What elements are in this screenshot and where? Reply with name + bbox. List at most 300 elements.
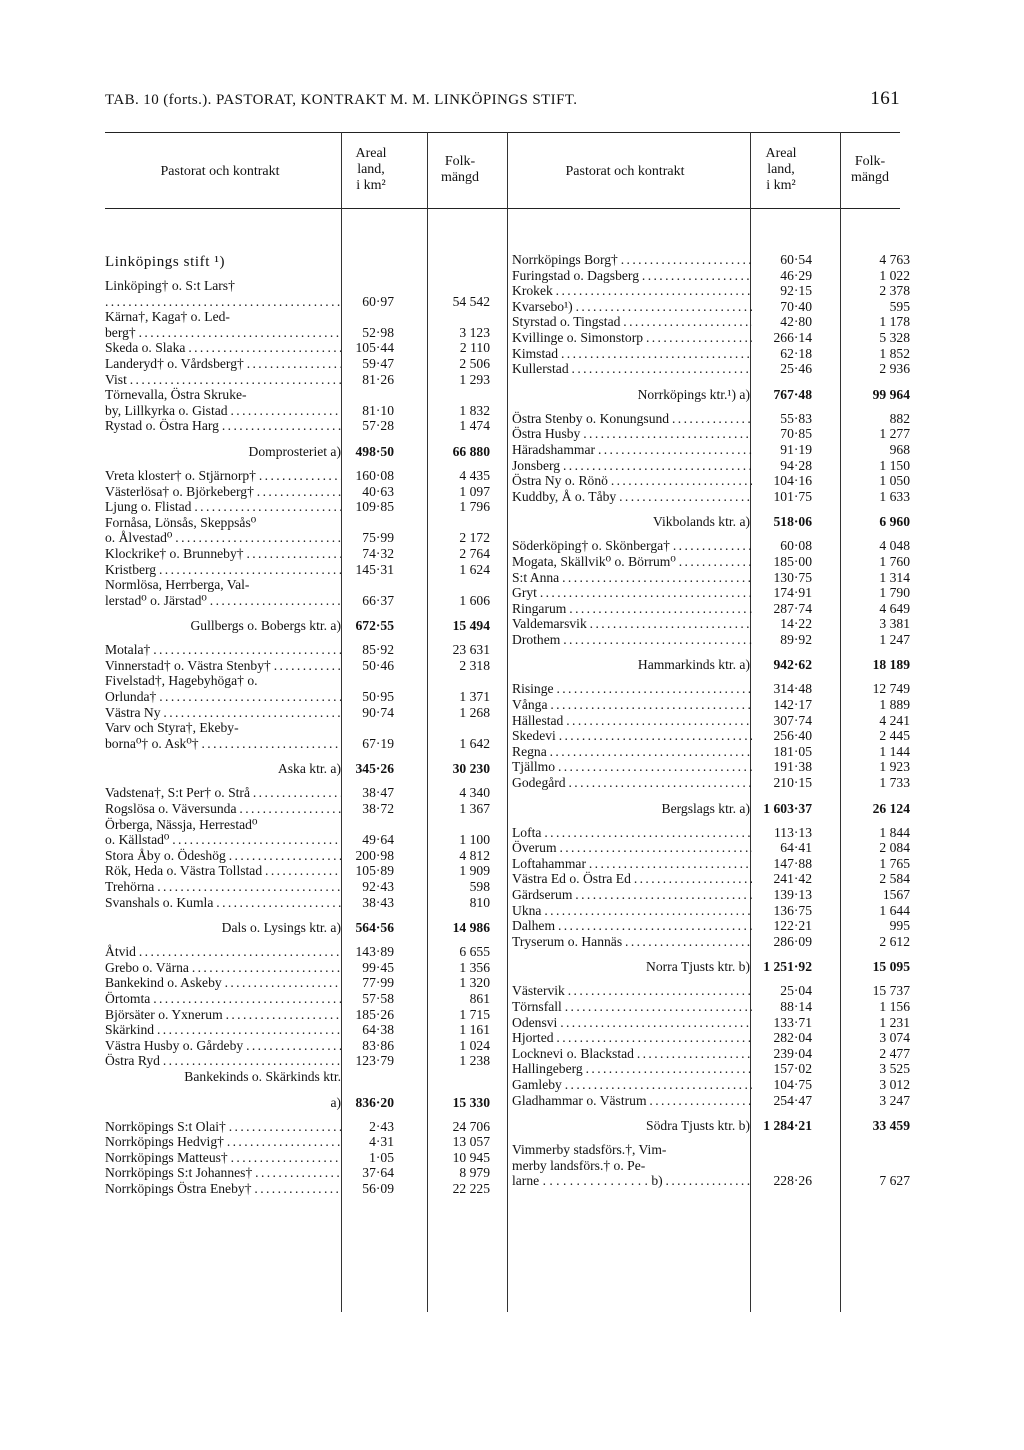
parish-name xyxy=(105,879,341,895)
area-value: 942·62 xyxy=(773,657,812,673)
parish-name xyxy=(512,759,752,775)
population-value: 2 584 xyxy=(879,871,910,887)
parish-name-text: Grebo o. Värna . . . xyxy=(105,960,341,975)
parish-name-text: Vist . . . xyxy=(105,372,341,387)
table-row xyxy=(512,426,910,442)
parish-name-text: Mogata, Skällvik⁰ o. Börrum⁰ . . . xyxy=(512,554,752,569)
table-row xyxy=(105,785,495,801)
parish-name xyxy=(105,372,341,388)
table-row xyxy=(512,871,910,887)
area-value: 136·75 xyxy=(773,902,812,918)
area-value: 160·08 xyxy=(355,467,394,483)
area-value: 25·46 xyxy=(780,361,812,377)
parish-name xyxy=(105,1150,341,1166)
population-value: 4 241 xyxy=(879,712,910,728)
parish-name-text: Norrköpings Östra Eneby† . . . xyxy=(105,1181,341,1196)
parish-name xyxy=(105,1165,341,1181)
table-row xyxy=(512,681,910,697)
area-value: 38·47 xyxy=(362,785,394,801)
subtotal-row xyxy=(105,759,495,779)
population-value: 54 542 xyxy=(452,293,490,309)
parish-name-text: Furingstad o. Dagsberg . . . xyxy=(512,268,752,283)
parish-name xyxy=(105,785,341,801)
parish-name xyxy=(105,403,341,419)
parish-name-text: Skedevi . . . xyxy=(512,728,752,743)
area-value: 91·19 xyxy=(780,441,812,457)
parish-name xyxy=(105,848,341,864)
table-row xyxy=(512,713,910,729)
parish-name-text: Hallingeberg . . . xyxy=(512,1061,752,1076)
table-row xyxy=(105,689,495,705)
section-title: Linköpings stift ¹) xyxy=(105,254,226,270)
parish-name-text: Västra Ny . . . xyxy=(105,705,341,720)
parish-name-text: Skärkind . . . xyxy=(105,1022,341,1037)
subtotal-label: Norrköpings ktr.¹) a) xyxy=(637,386,750,402)
table-row xyxy=(512,442,910,458)
parish-name xyxy=(105,642,341,658)
population-value: 33 459 xyxy=(872,1118,910,1134)
parish-name-text: Rystad o. Östra Harg . . . xyxy=(105,418,341,433)
parish-name-text: Gärdserum . . . xyxy=(512,887,752,902)
parish-name xyxy=(512,999,752,1015)
area-value: 210·15 xyxy=(773,775,812,791)
population-value: 882 xyxy=(889,410,910,426)
table-row xyxy=(512,999,910,1015)
parish-name-text: Dalhem . . . xyxy=(512,918,752,933)
area-value: 2·43 xyxy=(369,1118,394,1134)
subtotal-label: Norra Tjusts ktr. b) xyxy=(646,959,750,975)
population-value: 1 178 xyxy=(879,314,910,330)
population-value: 4 649 xyxy=(879,600,910,616)
table-row xyxy=(105,1038,495,1054)
column-header-area-right: Areal land, i km² xyxy=(765,146,797,193)
parish-name-text: Valdemarsvik . . . xyxy=(512,616,752,631)
subtotal-row xyxy=(105,616,495,636)
area-value: 40·63 xyxy=(362,483,394,499)
column-header-name-right: Pastorat och kontrakt xyxy=(565,164,685,179)
parish-name xyxy=(105,530,341,546)
table-row xyxy=(512,983,910,999)
table-row xyxy=(512,1158,910,1174)
parish-name xyxy=(105,309,341,325)
area-value: 49·64 xyxy=(362,832,394,848)
population-value: 23 631 xyxy=(452,642,490,658)
population-value: 22 225 xyxy=(452,1180,490,1196)
population-value: 2 764 xyxy=(459,545,490,561)
parish-name xyxy=(105,817,341,833)
parish-name-text: Gladhammar o. Västrum . . . xyxy=(512,1093,752,1108)
table-row xyxy=(512,632,910,648)
table-row xyxy=(512,1142,910,1158)
table-row xyxy=(105,309,495,325)
parish-name-text: merby landsförs.† o. Pe- xyxy=(512,1157,646,1173)
parish-name-text: Vinnerstad† o. Västra Stenby† . . . xyxy=(105,658,341,673)
parish-name-text: Vadstena†, S:t Per† o. Strå . . . xyxy=(105,785,341,800)
population-value: 66 880 xyxy=(452,443,490,459)
parish-name-text: Rogslösa o. Väversunda . . . xyxy=(105,801,341,816)
table-row xyxy=(105,577,495,593)
table-row xyxy=(105,1053,495,1069)
subtotal-row xyxy=(512,385,910,405)
area-value: 64·41 xyxy=(780,840,812,856)
area-value: 133·71 xyxy=(773,1014,812,1030)
population-value: 1 022 xyxy=(879,267,910,283)
table-row xyxy=(105,294,495,310)
area-value: 1 251·92 xyxy=(763,959,812,975)
population-value: 8 979 xyxy=(459,1165,490,1181)
area-value: 81·10 xyxy=(362,402,394,418)
population-value: 4 435 xyxy=(459,467,490,483)
parish-name xyxy=(512,744,752,760)
population-value: 1 844 xyxy=(879,824,910,840)
population-value: 1 715 xyxy=(459,1006,490,1022)
subtotal-label: Vikbolands ktr. a) xyxy=(653,514,750,530)
subtotal-label: Gullbergs o. Bobergs ktr. a) xyxy=(190,618,341,634)
population-value: 15 494 xyxy=(452,618,490,634)
area-value: 122·21 xyxy=(773,918,812,934)
parish-name xyxy=(105,1119,341,1135)
table-row xyxy=(105,468,495,484)
parish-name-text: Hjorted . . . xyxy=(512,1030,752,1045)
parish-name xyxy=(105,1053,341,1069)
subtotal-row xyxy=(512,655,910,675)
parish-name-text: Styrstad o. Tingstad . . . xyxy=(512,314,752,329)
parish-name-text: Åtvid . . . xyxy=(105,944,341,959)
population-value: 15 330 xyxy=(452,1094,490,1110)
population-value: 14 986 xyxy=(452,920,490,936)
population-value: 1 161 xyxy=(459,1022,490,1038)
table-row xyxy=(512,330,910,346)
parish-name-text: Östra Ny o. Rönö . . . xyxy=(512,473,752,488)
parish-name xyxy=(512,570,752,586)
area-value: 50·46 xyxy=(362,657,394,673)
population-value: 598 xyxy=(469,879,490,894)
parish-name xyxy=(105,1038,341,1054)
parish-name-text: Vreta kloster† o. Stjärnorp† . . . xyxy=(105,468,341,483)
area-value: 92·15 xyxy=(780,283,812,299)
table-row xyxy=(105,863,495,879)
population-value: 1 796 xyxy=(459,499,490,515)
area-value: 113·13 xyxy=(773,824,812,840)
parish-name xyxy=(105,387,341,403)
area-value: 75·99 xyxy=(362,530,394,546)
area-value: 1·05 xyxy=(369,1149,394,1165)
area-value: 60·54 xyxy=(780,252,812,267)
parish-name-text: Kullerstad . . . xyxy=(512,361,752,376)
parish-name-text: Godegård . . . xyxy=(512,775,752,790)
parish-name-text: Söderköping† o. Skönberga† . . . xyxy=(512,538,752,553)
table-row xyxy=(512,601,910,617)
parish-name-text: Jonsberg . . . xyxy=(512,458,752,473)
parish-name xyxy=(512,616,752,632)
table-row xyxy=(105,673,495,689)
population-value: 2 110 xyxy=(459,340,490,356)
parish-name xyxy=(105,658,341,674)
parish-name-text: berg† . . . xyxy=(105,325,341,340)
population-value: 1 247 xyxy=(879,631,910,647)
population-value: 968 xyxy=(889,441,910,457)
area-value: 56·09 xyxy=(362,1180,394,1196)
area-value: 287·74 xyxy=(773,600,812,616)
population-value: 1 367 xyxy=(459,801,490,817)
population-value: 1 100 xyxy=(459,832,490,848)
population-value: 5 328 xyxy=(879,329,910,345)
table-row xyxy=(512,887,910,903)
population-value: 1 832 xyxy=(459,402,490,418)
parish-name-text xyxy=(105,294,341,309)
parish-name xyxy=(105,736,341,752)
parish-name xyxy=(512,871,752,887)
population-value: 2 084 xyxy=(879,840,910,856)
population-value: 1 156 xyxy=(879,998,910,1014)
population-value: 1 760 xyxy=(879,553,910,569)
parish-name-text: Kvarsebo¹) . . . xyxy=(512,299,752,314)
population-value: 26 124 xyxy=(872,800,910,816)
column-header-pop-left: Folk- mängd xyxy=(440,154,480,185)
parish-name-text: Fivelstad†, Hagebyhöga† o. xyxy=(105,673,258,689)
table-row xyxy=(105,484,495,500)
population-value: 6 960 xyxy=(879,514,910,530)
table-row xyxy=(512,314,910,330)
table-row xyxy=(512,252,910,268)
table-row xyxy=(512,697,910,713)
population-value: 861 xyxy=(469,990,490,1006)
area-value: 57·28 xyxy=(362,418,394,434)
population-value: 30 230 xyxy=(452,761,490,777)
area-value: 74·32 xyxy=(362,545,394,561)
parish-name-text: Orlunda† . . . xyxy=(105,689,341,704)
table-row xyxy=(512,268,910,284)
table-row xyxy=(512,856,910,872)
area-value: 145·31 xyxy=(355,561,394,577)
population-value: 7 627 xyxy=(879,1173,910,1189)
table-row xyxy=(105,1181,495,1197)
population-value: 2 612 xyxy=(879,933,910,949)
population-value: 6 655 xyxy=(459,944,490,960)
population-value: 1 320 xyxy=(459,975,490,991)
area-value: 52·98 xyxy=(362,324,394,340)
right-table-column xyxy=(512,252,910,1189)
area-value: 55·83 xyxy=(780,410,812,426)
parish-name xyxy=(512,681,752,697)
population-value: 1 238 xyxy=(459,1053,490,1069)
parish-name xyxy=(512,299,752,315)
area-value: 266·14 xyxy=(773,329,812,345)
table-row xyxy=(512,903,910,919)
parish-name xyxy=(512,538,752,554)
parish-name-text: Fornåsa, Lönsås, Skeppsås⁰ xyxy=(105,514,257,530)
area-value: 14·22 xyxy=(780,616,812,632)
area-value: 104·75 xyxy=(773,1076,812,1092)
table-row xyxy=(512,346,910,362)
population-value: 1 356 xyxy=(459,959,490,975)
parish-name-text: Kimstad . . . xyxy=(512,346,752,361)
area-value: 139·13 xyxy=(773,887,812,902)
area-value: 37·64 xyxy=(362,1165,394,1181)
parish-name xyxy=(512,1158,752,1174)
parish-name xyxy=(105,801,341,817)
parish-name xyxy=(512,346,752,362)
table-row xyxy=(105,642,495,658)
population-value: 1 231 xyxy=(879,1014,910,1030)
area-value: 85·92 xyxy=(362,642,394,658)
parish-name-text: Drothem . . . xyxy=(512,632,752,647)
area-value: 38·72 xyxy=(362,801,394,817)
parish-name xyxy=(512,856,752,872)
table-row xyxy=(105,975,495,991)
population-value: 10 945 xyxy=(452,1149,490,1165)
parish-name-text: Rök, Heda o. Västra Tollstad . . . xyxy=(105,863,341,878)
parish-name-text: Norrköpings Hedvig† . . . xyxy=(105,1134,341,1149)
table-row xyxy=(105,403,495,419)
table-row xyxy=(105,546,495,562)
table-row xyxy=(105,278,495,294)
area-value: 314·48 xyxy=(773,681,812,697)
area-value: 185·00 xyxy=(773,553,812,569)
area-value: 143·89 xyxy=(355,944,394,960)
parish-name xyxy=(512,426,752,442)
parish-name xyxy=(105,515,341,531)
table-row xyxy=(512,759,910,775)
parish-name-text: Krokek . . . xyxy=(512,283,752,298)
population-value: 1 644 xyxy=(879,902,910,918)
population-value: 2 318 xyxy=(459,657,490,673)
area-value: 174·91 xyxy=(773,585,812,601)
area-value: 25·04 xyxy=(780,983,812,999)
table-row xyxy=(105,562,495,578)
parish-name xyxy=(512,1030,752,1046)
table-row xyxy=(105,1069,495,1085)
population-value: 1 624 xyxy=(459,561,490,577)
parish-name xyxy=(105,484,341,500)
area-value: 345·26 xyxy=(355,761,394,777)
table-row xyxy=(512,728,910,744)
table-row xyxy=(512,458,910,474)
parish-name xyxy=(512,268,752,284)
parish-name xyxy=(512,1046,752,1062)
subtotal-label: Bergslags ktr. a) xyxy=(661,800,750,816)
area-value: 498·50 xyxy=(355,443,394,459)
population-value: 1 097 xyxy=(459,483,490,499)
table-row xyxy=(105,1165,495,1181)
parish-name xyxy=(105,673,341,689)
parish-name-text: Ljung o. Flistad . . . xyxy=(105,499,341,514)
table-row xyxy=(512,411,910,427)
parish-name xyxy=(512,840,752,856)
population-value: 24 706 xyxy=(452,1118,490,1134)
parish-name xyxy=(105,1181,341,1197)
population-value: 3 247 xyxy=(879,1092,910,1108)
table-row xyxy=(512,616,910,632)
parish-name-text: Ringarum . . . xyxy=(512,601,752,616)
population-value: 1 277 xyxy=(879,426,910,442)
table-row xyxy=(512,825,910,841)
parish-name xyxy=(105,356,341,372)
table-row xyxy=(512,570,910,586)
area-value: 81·26 xyxy=(362,371,394,387)
parish-name xyxy=(512,1077,752,1093)
area-value: 254·47 xyxy=(773,1092,812,1108)
left-table-column xyxy=(105,244,495,1197)
parish-name-text: Regna . . . xyxy=(512,744,752,759)
parish-name-text: Lofta . . . xyxy=(512,825,752,840)
table-row xyxy=(512,473,910,489)
area-value: 4·31 xyxy=(369,1134,394,1150)
area-value: 672·55 xyxy=(355,618,394,634)
area-value: 185·26 xyxy=(355,1006,394,1022)
area-value: 42·80 xyxy=(780,314,812,330)
population-value: 3 123 xyxy=(459,324,490,340)
subtotal-label: Södra Tjusts ktr. b) xyxy=(646,1118,750,1134)
area-value: 64·38 xyxy=(362,1022,394,1038)
parish-name-text: Örtomta . . . xyxy=(105,991,341,1006)
table-row xyxy=(105,1007,495,1023)
table-row xyxy=(105,1022,495,1038)
parish-name xyxy=(512,442,752,458)
parish-name xyxy=(512,411,752,427)
parish-name xyxy=(512,1173,752,1189)
area-value: 181·05 xyxy=(773,743,812,759)
table-row xyxy=(512,585,910,601)
parish-name-text: o. Källstad⁰ . . . xyxy=(105,832,341,847)
parish-name-text: Tryserum o. Hannäs . . . xyxy=(512,934,752,949)
subtotal-label: Dals o. Lysings ktr. a) xyxy=(221,920,341,936)
area-value: 99·45 xyxy=(362,959,394,975)
parish-name xyxy=(512,1142,752,1158)
parish-name-text: S:t Anna . . . xyxy=(512,570,752,585)
area-value: 147·88 xyxy=(773,855,812,871)
subtotal-label: Domprosteriet a) xyxy=(248,443,341,459)
area-value: 200·98 xyxy=(355,847,394,863)
table-row xyxy=(512,744,910,760)
table-row xyxy=(105,530,495,546)
population-value: 12 749 xyxy=(872,681,910,697)
parish-name-text: Loftahammar . . . xyxy=(512,856,752,871)
area-value: 228·26 xyxy=(773,1173,812,1189)
table-row xyxy=(105,736,495,752)
area-value: 66·37 xyxy=(362,592,394,608)
area-value: 241·42 xyxy=(773,871,812,887)
area-value: 92·43 xyxy=(362,879,394,894)
page-header xyxy=(105,80,900,114)
section-heading xyxy=(105,252,495,272)
parish-name-text: Gamleby . . . xyxy=(512,1077,752,1092)
table-row xyxy=(512,1077,910,1093)
area-value: 70·40 xyxy=(780,298,812,314)
population-value: 995 xyxy=(889,918,910,934)
parish-name xyxy=(105,577,341,593)
divider xyxy=(507,132,508,1312)
table-row xyxy=(105,372,495,388)
subtotal-row xyxy=(105,918,495,938)
parish-name xyxy=(512,458,752,474)
parish-name-text: Gryt . . . xyxy=(512,585,752,600)
parish-name xyxy=(105,1007,341,1023)
parish-name xyxy=(105,705,341,721)
population-value: 4 812 xyxy=(459,847,490,863)
parish-name-text: Norrköpings S:t Olai† . . . xyxy=(105,1119,341,1134)
parish-name xyxy=(105,960,341,976)
column-header-name-left: Pastorat och kontrakt xyxy=(160,164,280,179)
area-value: 59·47 xyxy=(362,355,394,371)
parish-name-text: Norrköpings Borg† . . . xyxy=(512,252,752,267)
table-row xyxy=(105,418,495,434)
parish-name xyxy=(105,975,341,991)
parish-name xyxy=(512,934,752,950)
area-value: 90·74 xyxy=(362,704,394,720)
parish-name-text: Västervik . . . xyxy=(512,983,752,998)
population-value: 3 074 xyxy=(879,1030,910,1046)
